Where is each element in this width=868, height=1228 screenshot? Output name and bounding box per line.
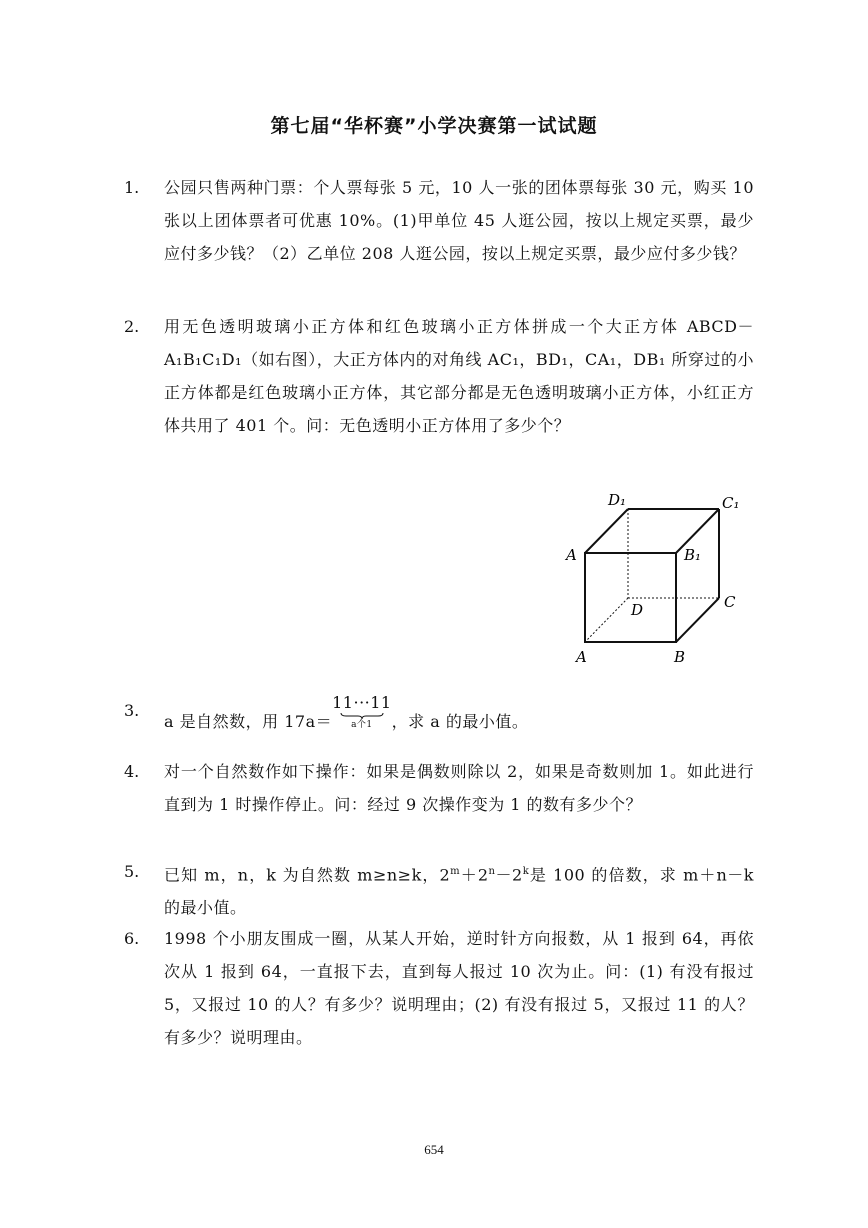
question-text: 1998 个小朋友围成一圈，从某人开始，逆时针方向报数，从 1 报到 64，再依次从 1 报到 64，一直报下去，直到每人报过 10 次为止。问：(1) 有没有报过 5，又报过 10 的人？有多少？说明理由；(2) 有没有报过 5，又报过 11 的人？有多少？说明理由。 (164, 929, 754, 1047)
exponent: n (488, 866, 496, 877)
question-text-part: －2 (495, 865, 523, 885)
label-a: A (576, 648, 587, 666)
question-3 (124, 694, 754, 738)
question-text-part: 用无色透明玻璃小正方体和红色玻璃小正方体拼成一个大正方体 (164, 317, 687, 336)
question-text-part: 是 100 的倍数，求 m＋n－k 的最小值。 (164, 865, 754, 918)
question-4 (124, 755, 754, 821)
question-text-part: （如右图），大正方体内的对角线 AC₁，BD₁，CA₁，DB₁ 所穿过的小正方体都是红色玻璃小正方体，其它部分都是无色透明玻璃小正方体，小红正方体共用了 401 个。问：无色透明小正方体用了多少个？ (164, 350, 754, 435)
question-number: 1. (124, 178, 140, 197)
label-d: D (631, 601, 644, 619)
question-text (164, 694, 754, 738)
question-number: 4. (124, 762, 140, 781)
cube-name: ABCD－A₁B₁C₁D₁ (164, 317, 754, 369)
question-text: 公园只售两种门票：个人票每张 5 元，10 人一张的团体票每张 30 元，购买 10 张以上团体票者可优惠 10%。(1)甲单位 45 人逛公园，按以上规定买票，最少应付多少钱？（2）乙单位 208 人逛公园，按以上规定买票，最少应付多少钱？ (164, 178, 754, 263)
repunit-count-label: a个1 (351, 720, 373, 730)
question-text-part: ＋2 (460, 865, 489, 885)
page-title: 第七届“华杯赛”小学决赛第一试试题 (270, 115, 598, 137)
question-text-part: a 是自然数，用 17a＝ (164, 712, 333, 731)
label-c1: C₁ (722, 494, 740, 512)
question-number: 5. (124, 862, 140, 881)
question-number: 3. (124, 701, 140, 720)
question-number: 6. (124, 929, 140, 948)
exponent: m (450, 866, 461, 877)
question-text: 对一个自然数作如下操作：如果是偶数则除以 2，如果是奇数则加 1。如此进行直到为 1 时操作停止。问：经过 9 次操作变为 1 的数有多少个？ (164, 762, 754, 814)
cube-edge (585, 509, 628, 553)
label-b1: B₁ (684, 546, 702, 564)
question-text-part: 已知 m，n，k 为自然数 m≥n≥k，2 (164, 865, 451, 885)
cube-front-face (585, 553, 676, 642)
question-2 (124, 310, 754, 442)
question-number: 2. (124, 317, 140, 336)
page-number: 654 (424, 1142, 444, 1157)
label-b: B (674, 648, 686, 666)
repunit-expression (332, 694, 391, 730)
label-d1: D₁ (608, 491, 627, 509)
question-6 (124, 922, 754, 1054)
underbrace-icon (340, 712, 384, 720)
question-text (164, 855, 754, 924)
cube-edge (676, 598, 719, 642)
cube-figure (562, 488, 762, 673)
question-text (164, 310, 754, 442)
question-text-part: ，求 a 的最小值。 (391, 712, 529, 731)
question-5 (124, 855, 754, 924)
label-c: C (724, 593, 736, 611)
repunit-digits: 11···11 (332, 693, 392, 712)
exponent: k (522, 866, 530, 877)
cube-hidden-edge (585, 598, 628, 642)
label-a1: A (566, 546, 577, 564)
question-1 (124, 171, 754, 270)
